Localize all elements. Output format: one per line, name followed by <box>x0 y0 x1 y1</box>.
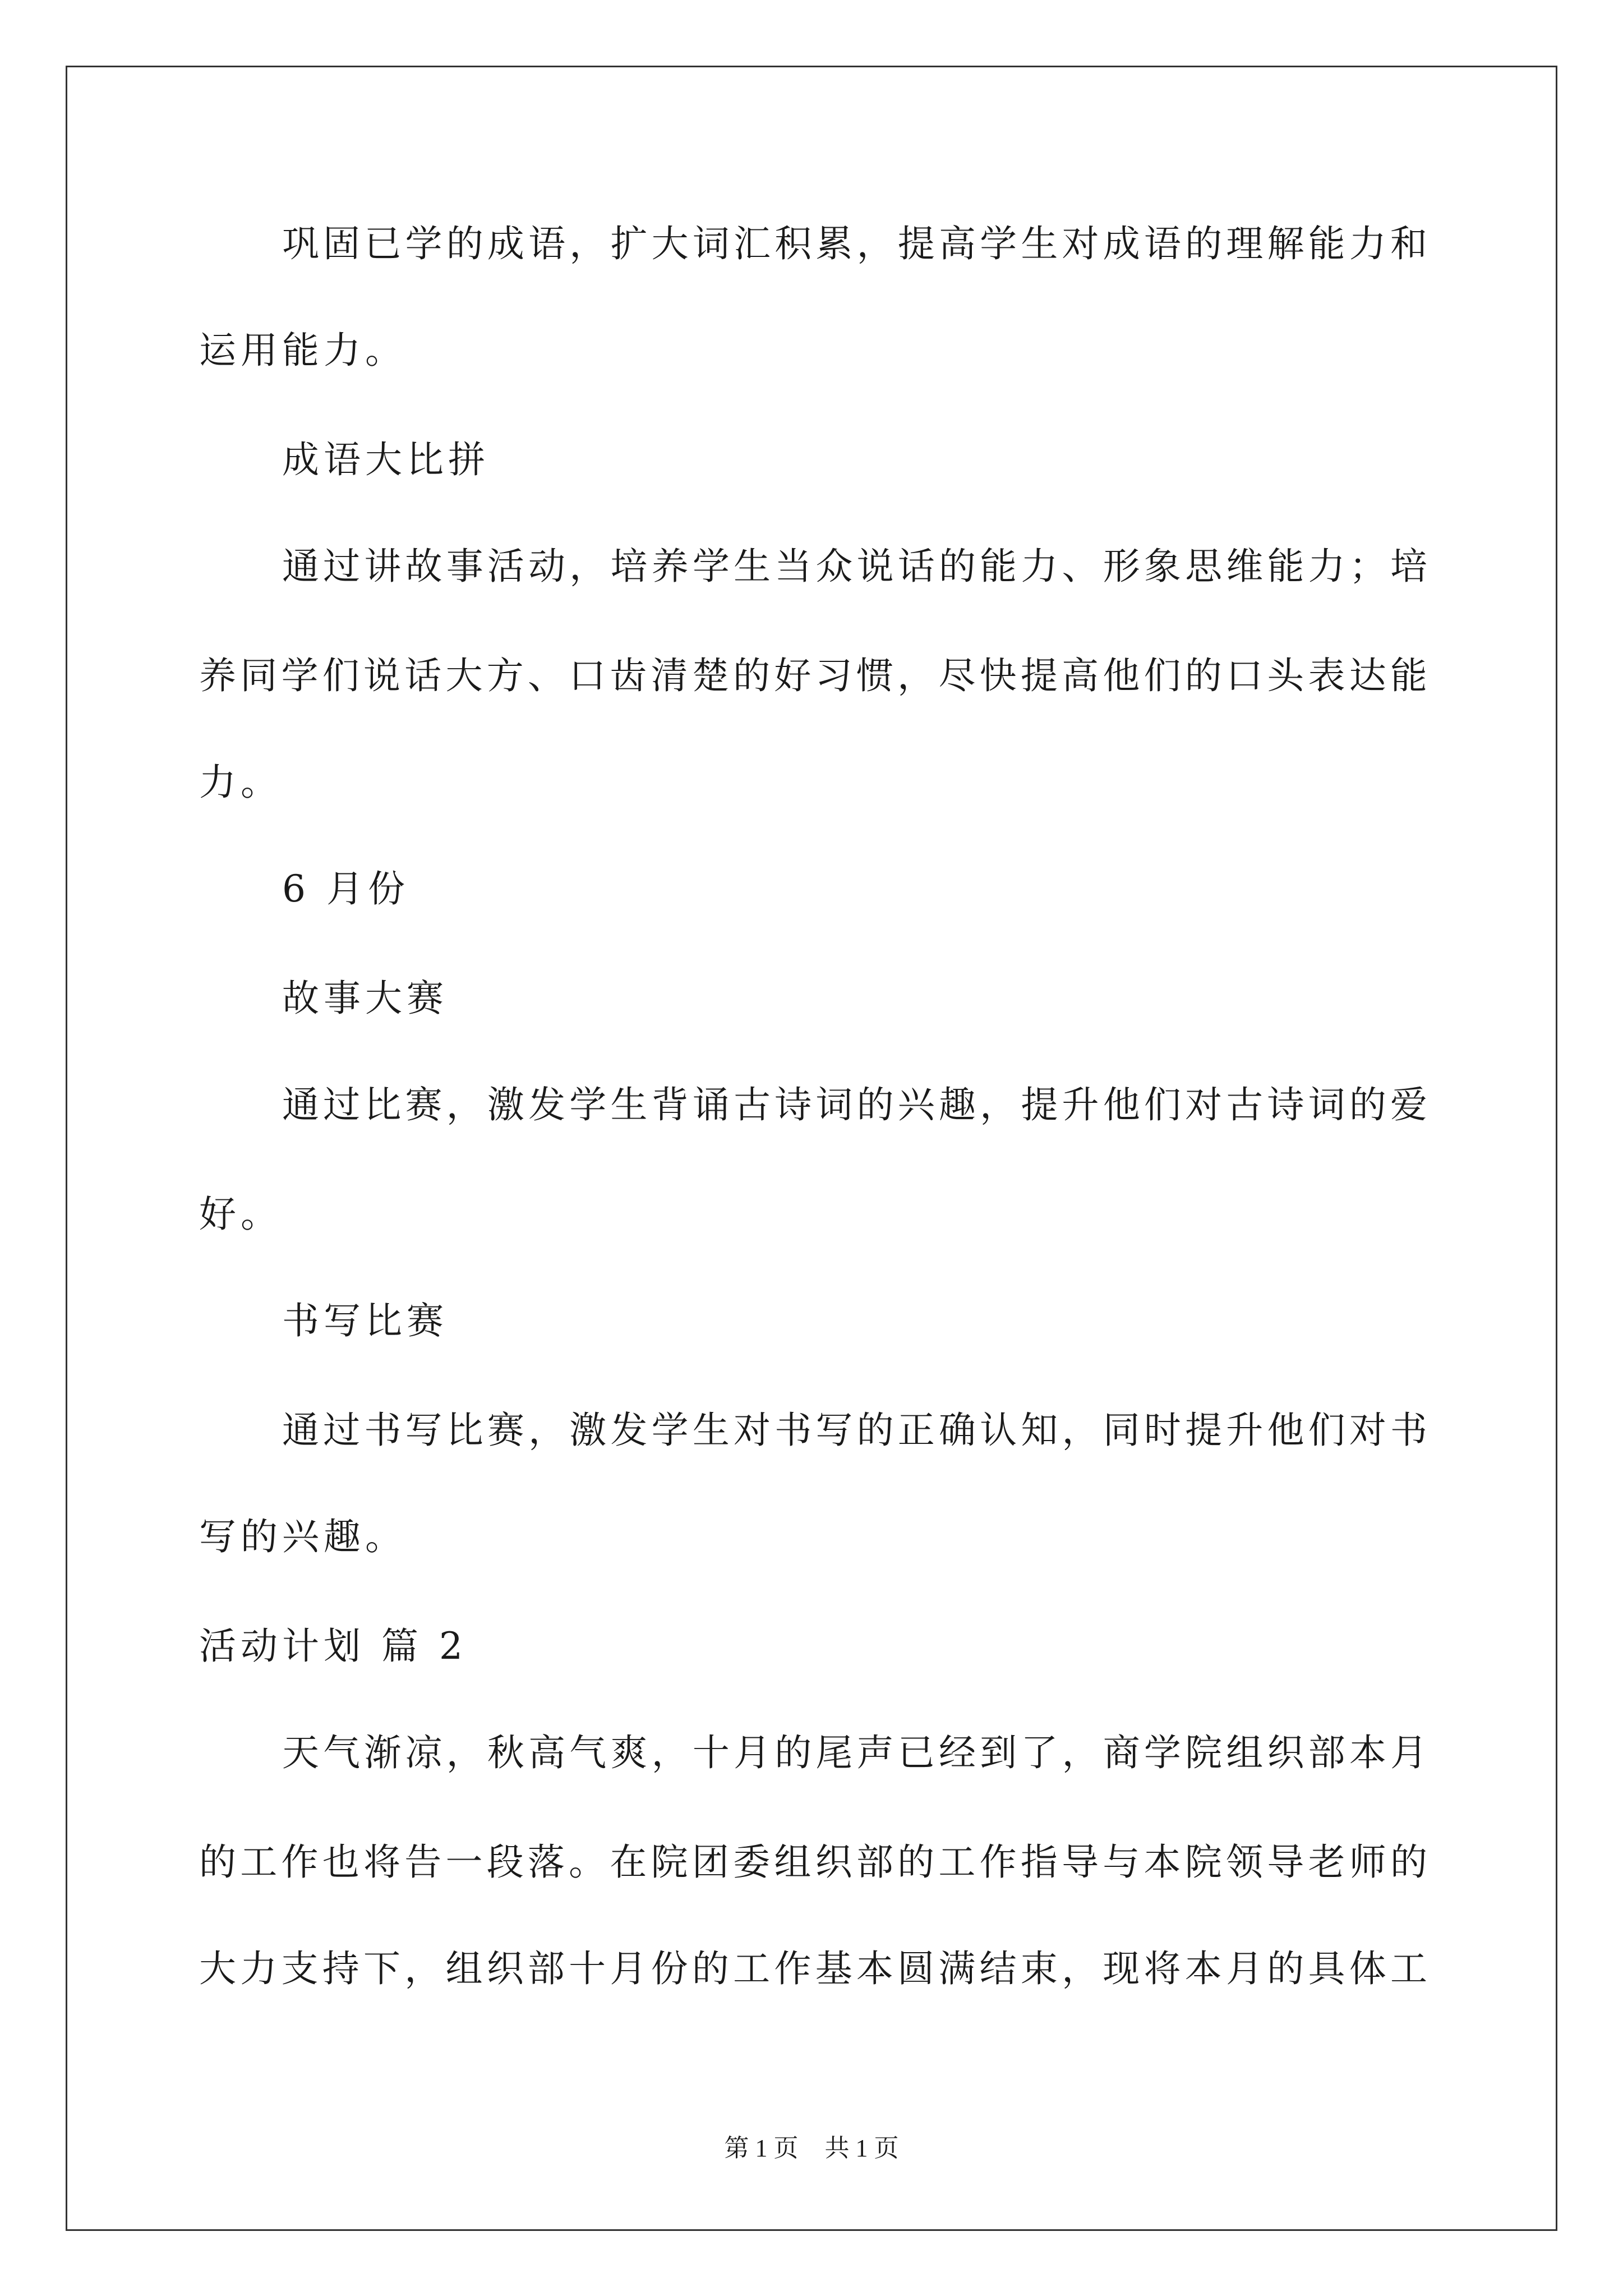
paragraph-line: 天气渐凉，秋高气爽，十月的尾声已经到了，商学院组织部本月 <box>282 1731 1427 1774</box>
paragraph-line: 通过比赛，激发学生背诵古诗词的兴趣，提升他们对古诗词的爱 <box>282 1083 1427 1126</box>
paragraph-line: 养同学们说话大方、口齿清楚的好习惯，尽快提高他们的口头表达能 <box>199 654 1427 697</box>
paragraph-line: 通过讲故事活动，培养学生当众说话的能力、形象思维能力；培 <box>282 545 1427 588</box>
paragraph-line: 大力支持下，组织部十月份的工作基本圆满结束，现将本月的具体工 <box>199 1947 1427 1990</box>
paragraph-line: 写的兴趣。 <box>199 1515 407 1558</box>
paragraph-line: 好。 <box>199 1193 282 1236</box>
paragraph-line: 的工作也将告一段落。在院团委组织部的工作指导与本院领导老师的 <box>199 1841 1427 1884</box>
article-title: 活动计划 篇 2 <box>199 1625 467 1668</box>
section-heading: 故事大赛 <box>282 977 448 1020</box>
section-heading: 6 月份 <box>282 867 409 910</box>
section-heading: 成语大比拼 <box>282 438 490 481</box>
page-footer <box>0 2132 1623 2165</box>
page-total: 共 1 页 <box>824 2134 899 2162</box>
paragraph-line: 力。 <box>199 761 282 804</box>
section-heading: 书写比赛 <box>282 1299 448 1342</box>
page-number: 第 1 页 <box>724 2134 799 2162</box>
paragraph-line: 通过书写比赛，激发学生对书写的正确认知，同时提升他们对书 <box>282 1409 1427 1452</box>
paragraph-line: 巩固已学的成语，扩大词汇积累，提高学生对成语的理解能力和 <box>282 222 1427 265</box>
paragraph-line: 运用能力。 <box>199 329 407 372</box>
page-border <box>66 66 1557 2231</box>
